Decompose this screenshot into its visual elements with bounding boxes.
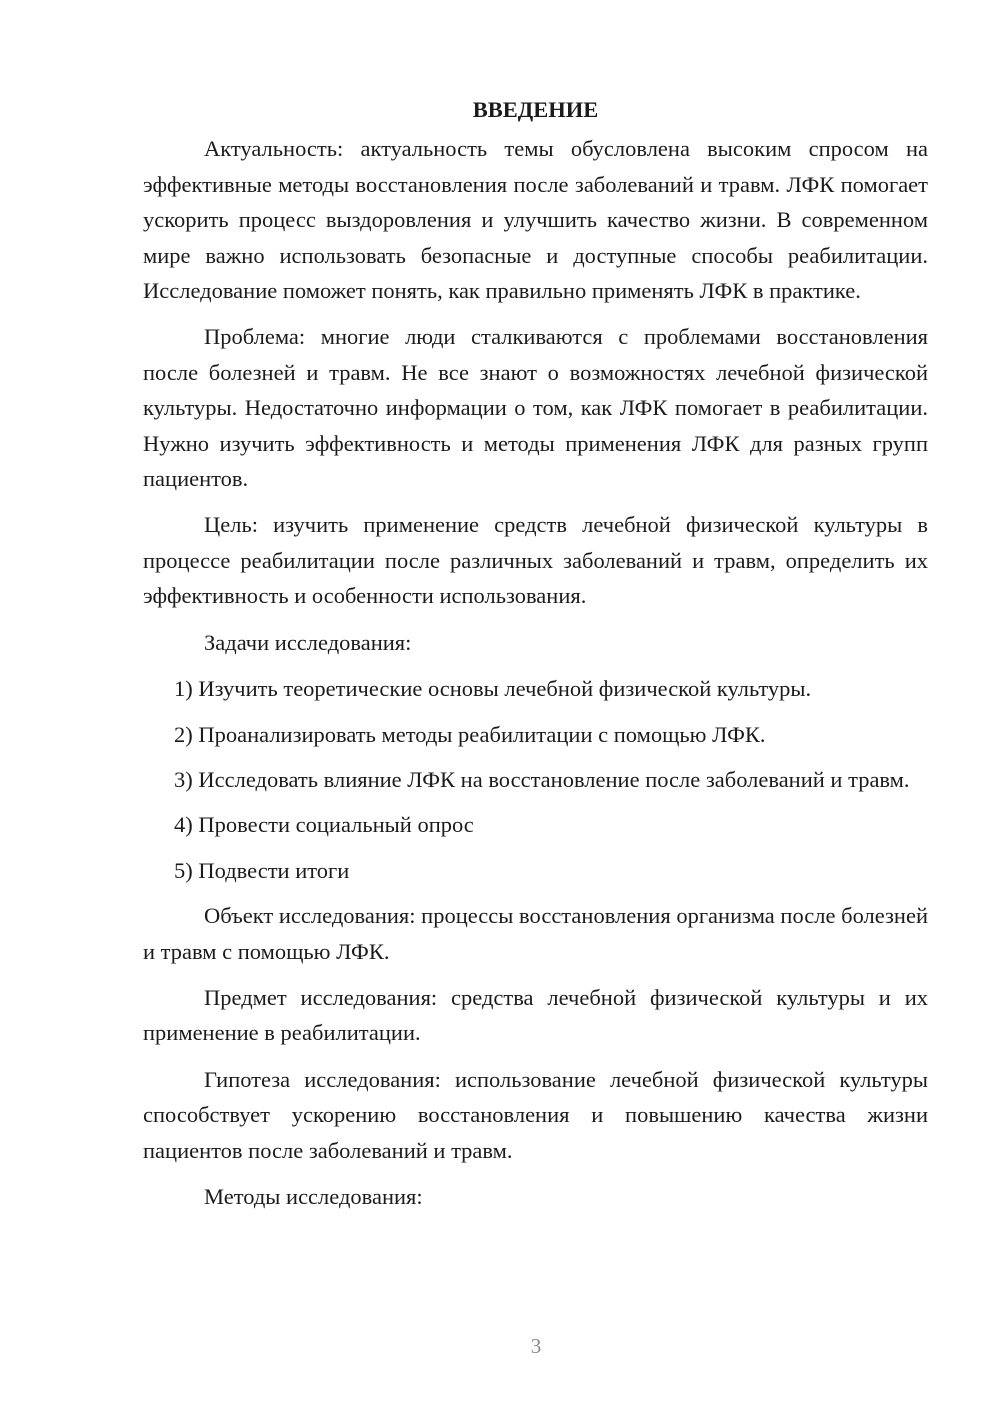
task-item: 3) Исследовать влияние ЛФК на восстановление после заболеваний и травм. [174, 766, 910, 792]
subject-paragraph: Предмет исследования: средства лечебной физической культуры и их применение в реабилитации. [143, 984, 928, 1046]
page-number: 3 [530, 1334, 542, 1358]
task-item: 4) Провести социальный опрос [174, 812, 474, 838]
page-title: ВВЕДЕНИЕ [472, 97, 599, 122]
task-item: 1) Изучить теоретические основы лечебной физической культуры. [174, 676, 812, 702]
page-content [143, 92, 928, 1225]
task-item: 2) Проанализировать методы реабилитации с помощью ЛФК. [174, 721, 766, 747]
tasks-list [143, 671, 928, 888]
object-paragraph: Объект исследования: процессы восстановления организма после болезней и травм с помощью ЛФК. [143, 903, 928, 964]
hypothesis-paragraph: Гипотеза исследования: использование лечебной физической культуры способствует ускорению восстановления и повышению качества жизни пациентов после заболеваний и травм. [143, 1066, 928, 1163]
methods-paragraph: Методы исследования: [204, 1183, 423, 1209]
task-item: 5) Подвести итоги [174, 857, 350, 883]
problem-paragraph: Проблема: многие люди сталкиваются с проблемами восстановления после болезней и травм. Не все знают о возможностях лечебной физической культуры. Недостаточно информации о том, как ЛФК помогает в реабилитации. Нужно изучить эффективность и методы применения ЛФК для разных групп пациентов. [143, 324, 928, 492]
relevance-paragraph: Актуальность: актуальность темы обусловлена высоким спросом на эффективные методы восстановления после заболеваний и травм. ЛФК помогает ускорить процесс выздоровления и улучшить качество жизни. В современном мире важно использовать безопасные и доступные способы реабилитации. Исследование поможет понять, как правильно применять ЛФК в практике. [143, 136, 928, 304]
tasks-heading: Задачи исследования: [204, 629, 412, 655]
goal-paragraph: Цель: изучить применение средств лечебной физической культуры в процессе реабилитации после различных заболеваний и травм, определить их эффективность и особенности использования. [143, 512, 928, 609]
